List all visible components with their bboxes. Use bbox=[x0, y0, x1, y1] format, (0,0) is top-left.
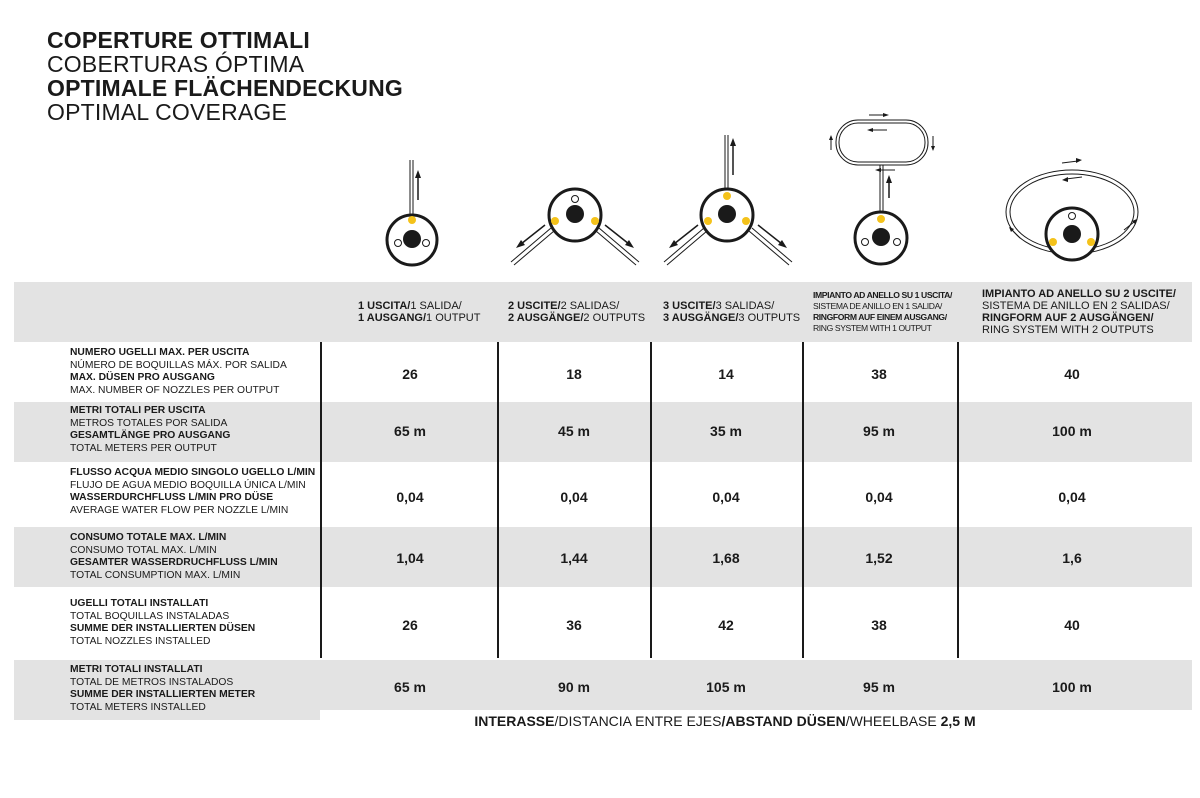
ring-one-outlet-icon bbox=[825, 108, 940, 270]
row5-label-it: UGELLI TOTALI INSTALLATI bbox=[70, 598, 209, 609]
table-cell: 90 m bbox=[558, 679, 590, 695]
col4-label-it: IMPIANTO AD ANELLO SU 1 USCITA/ bbox=[813, 290, 952, 300]
table-cell: 26 bbox=[402, 366, 418, 382]
footer-de: /ABSTAND DÜSEN bbox=[721, 713, 846, 729]
col2-label-es: 2 SALIDAS/ bbox=[560, 300, 620, 312]
column-divider bbox=[802, 342, 804, 658]
column-header-5 bbox=[982, 282, 1192, 342]
table-cell: 26 bbox=[402, 617, 418, 633]
col3-label-it: 3 USCITE/ bbox=[663, 300, 716, 312]
row4-label-it: CONSUMO TOTALE MAX. L/MIN bbox=[70, 532, 227, 543]
column-header-2 bbox=[508, 282, 648, 342]
table-cell: 1,44 bbox=[560, 550, 588, 566]
page-title bbox=[47, 28, 403, 124]
row3-label-it: FLUSSO ACQUA MEDIO SINGOLO UGELLO L/MIN bbox=[70, 467, 316, 478]
col3-label-de: 3 AUSGÄNGE/ bbox=[663, 312, 739, 324]
column-header-1 bbox=[358, 282, 498, 342]
title-spanish: COBERTURAS ÓPTIMA bbox=[47, 51, 305, 77]
table-cell: 1,04 bbox=[396, 550, 424, 566]
table-cell: 105 m bbox=[706, 679, 746, 695]
col1-label-en: 1 OUTPUT bbox=[426, 312, 481, 324]
col3-label-en: 3 OUTPUTS bbox=[738, 312, 801, 324]
row3-label-es: FLUJO DE AGUA MEDIO BOQUILLA ÚNICA L/MIN bbox=[70, 479, 306, 491]
column-divider bbox=[650, 342, 652, 658]
row4-label-de: GESAMTER WASSERDRUCHFLUSS L/MIN bbox=[70, 557, 278, 568]
column-divider bbox=[957, 342, 959, 658]
col4-label-en: RING SYSTEM WITH 1 OUTPUT bbox=[813, 323, 932, 333]
row2-label-es: METROS TOTALES POR SALIDA bbox=[70, 417, 228, 429]
row6-label-es: TOTAL DE METROS INSTALADOS bbox=[70, 676, 234, 688]
row-label-1 bbox=[70, 347, 287, 397]
col1-label-es: 1 SALIDA/ bbox=[410, 300, 462, 312]
table-cell: 14 bbox=[718, 366, 734, 382]
row5-label-de: SUMME DER INSTALLIERTEN DÜSEN bbox=[70, 623, 256, 634]
footer-en: /WHEELBASE bbox=[845, 713, 937, 729]
row6-label-it: METRI TOTALI INSTALLATI bbox=[70, 664, 203, 675]
row5-label-es: TOTAL BOQUILLAS INSTALADAS bbox=[70, 610, 230, 622]
col5-label-de: RINGFORM AUF 2 AUSGÄNGEN/ bbox=[982, 312, 1154, 324]
table-cell: 40 bbox=[1064, 366, 1080, 382]
row4-label-es: CONSUMO TOTAL MAX. L/MIN bbox=[70, 544, 217, 556]
row3-label-en: AVERAGE WATER FLOW PER NOZZLE L/MIN bbox=[70, 504, 289, 516]
col5-label-es: SISTEMA DE ANILLO EN 2 SALIDAS/ bbox=[982, 300, 1170, 312]
table-cell: 0,04 bbox=[712, 489, 740, 505]
row6-label-en: TOTAL METERS INSTALLED bbox=[70, 701, 206, 713]
table-cell: 0,04 bbox=[865, 489, 893, 505]
title-english: OPTIMAL COVERAGE bbox=[47, 99, 288, 125]
table-cell: 100 m bbox=[1052, 423, 1092, 439]
row5-label-en: TOTAL NOZZLES INSTALLED bbox=[70, 635, 211, 647]
col4-label-de: RINGFORM AUF EINEM AUSGANG/ bbox=[813, 312, 947, 322]
row1-label-en: MAX. NUMBER OF NOZZLES PER OUTPUT bbox=[70, 384, 280, 396]
table-cell: 18 bbox=[566, 366, 582, 382]
col2-label-en: 2 OUTPUTS bbox=[583, 312, 646, 324]
three-outlets-icon bbox=[658, 130, 798, 270]
table-cell: 1,52 bbox=[865, 550, 893, 566]
table-cell: 100 m bbox=[1052, 679, 1092, 695]
col5-label-en: RING SYSTEM WITH 2 OUTPUTS bbox=[982, 324, 1154, 336]
footer-es: /DISTANCIA ENTRE EJES bbox=[554, 713, 722, 729]
column-header-4 bbox=[813, 282, 963, 342]
row4-label-en: TOTAL CONSUMPTION MAX. L/MIN bbox=[70, 569, 241, 581]
table-cell: 0,04 bbox=[560, 489, 588, 505]
column-header-3 bbox=[663, 282, 803, 342]
row-label-4 bbox=[70, 532, 278, 582]
row1-label-de: MAX. DÜSEN PRO AUSGANG bbox=[70, 372, 215, 383]
row-label-2 bbox=[70, 405, 230, 455]
title-italian: COPERTURE OTTIMALI bbox=[47, 27, 310, 53]
table-cell: 95 m bbox=[863, 679, 895, 695]
table-cell: 0,04 bbox=[1058, 489, 1086, 505]
single-outlet-icon bbox=[380, 155, 445, 270]
row1-label-es: NÚMERO DE BOQUILLAS MÁX. POR SALIDA bbox=[70, 359, 287, 371]
table-cell: 65 m bbox=[394, 423, 426, 439]
title-german: OPTIMALE FLÄCHENDECKUNG bbox=[47, 75, 403, 101]
col2-label-it: 2 USCITE/ bbox=[508, 300, 561, 312]
table-cell: 40 bbox=[1064, 617, 1080, 633]
row2-label-en: TOTAL METERS PER OUTPUT bbox=[70, 442, 217, 454]
row6-label-de: SUMME DER INSTALLIERTEN METER bbox=[70, 689, 256, 700]
col2-label-de: 2 AUSGÄNGE/ bbox=[508, 312, 584, 324]
col1-label-it: 1 USCITA/ bbox=[358, 300, 411, 312]
table-cell: 1,68 bbox=[712, 550, 740, 566]
table-cell: 45 m bbox=[558, 423, 590, 439]
table-cell: 36 bbox=[566, 617, 582, 633]
row3-label-de: WASSERDURCHFLUSS L/MIN PRO DÜSE bbox=[70, 492, 274, 503]
footer-it: INTERASSE bbox=[474, 713, 555, 729]
row2-label-de: GESAMTLÄNGE PRO AUSGANG bbox=[70, 430, 231, 441]
row-label-5 bbox=[70, 598, 255, 648]
row-label-3 bbox=[70, 467, 315, 517]
col4-label-es: SISTEMA DE ANILLO EN 1 SALIDA/ bbox=[813, 301, 942, 311]
table-cell: 0,04 bbox=[396, 489, 424, 505]
row-label-6 bbox=[70, 664, 255, 714]
table-cell: 38 bbox=[871, 366, 887, 382]
ring-two-outlets-icon bbox=[1000, 150, 1145, 270]
column-divider bbox=[497, 342, 499, 658]
table-cell: 42 bbox=[718, 617, 734, 633]
table-cell: 1,6 bbox=[1062, 550, 1082, 566]
table-cell: 65 m bbox=[394, 679, 426, 695]
col3-label-es: 3 SALIDAS/ bbox=[715, 300, 775, 312]
row2-label-it: METRI TOTALI PER USCITA bbox=[70, 405, 206, 416]
wheelbase-note bbox=[320, 713, 1130, 729]
row1-label-it: NUMERO UGELLI MAX. PER USCITA bbox=[70, 347, 250, 358]
column-divider bbox=[320, 342, 322, 658]
table-cell: 35 m bbox=[710, 423, 742, 439]
footer-value: 2,5 M bbox=[936, 713, 976, 729]
col5-label-it: IMPIANTO AD ANELLO SU 2 USCITE/ bbox=[982, 288, 1176, 300]
table-cell: 95 m bbox=[863, 423, 895, 439]
table-cell: 38 bbox=[871, 617, 887, 633]
two-outlets-icon bbox=[505, 180, 645, 270]
col1-label-de: 1 AUSGANG/ bbox=[358, 312, 427, 324]
